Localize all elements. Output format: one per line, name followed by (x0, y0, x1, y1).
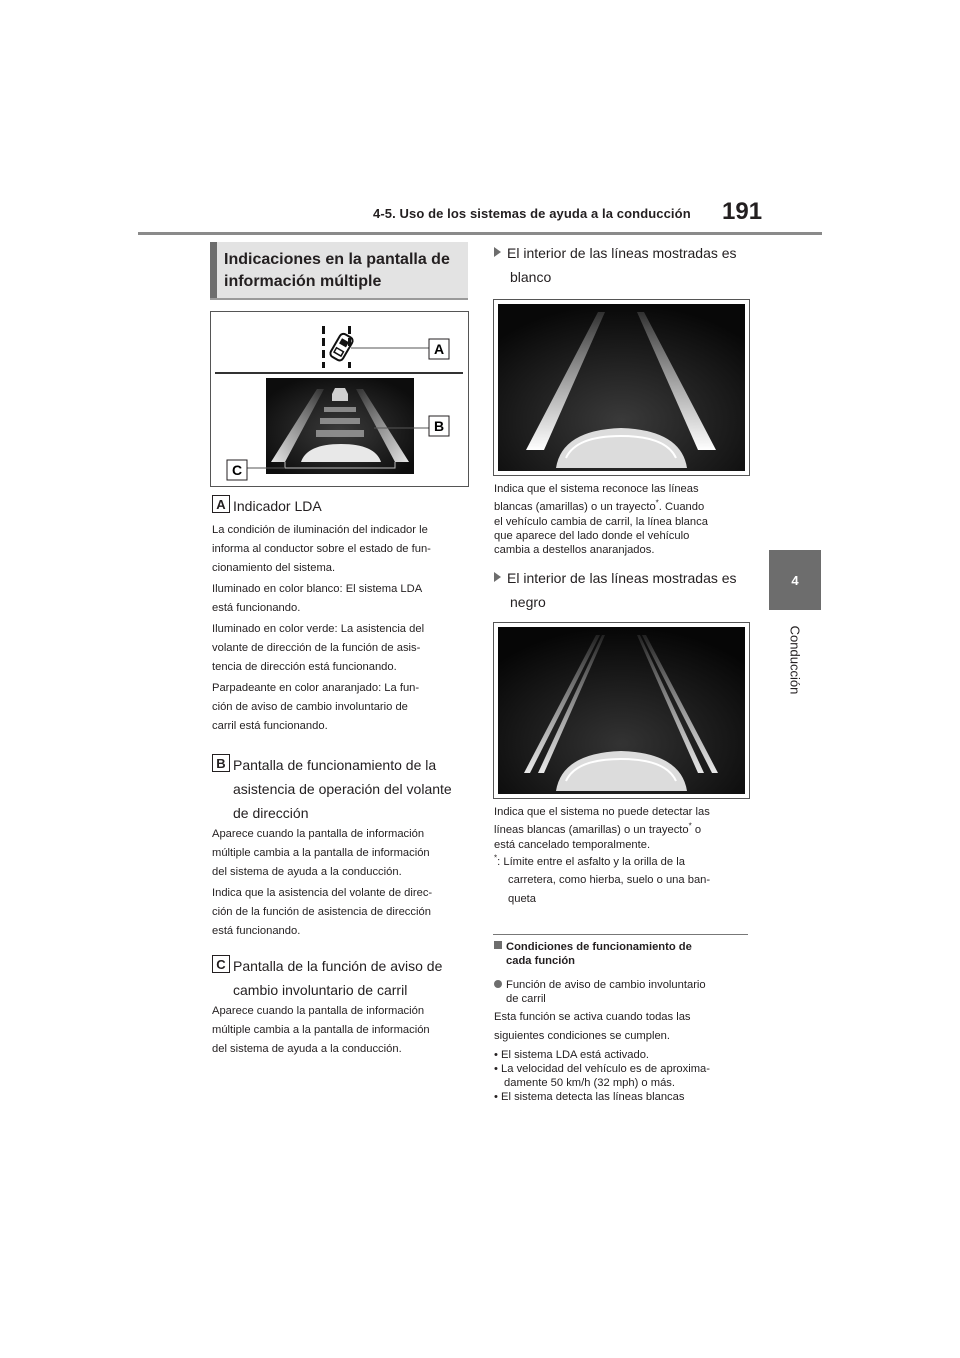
item-b-body: Aparece cuando la pantalla de información múltiple cambia a la pantalla de información del sistema de ayuda a la conducción. Indica que la asistencia del volante de direc- ción de la función de asistencia de dirección está funcionando. (212, 828, 433, 937)
square-bullet-icon (494, 941, 502, 949)
conditions-block: Condiciones de funcionamiento de cada función Función de aviso de cambio involuntario de carril Esta función se activa cuando todas las siguientes condiciones se cumplen. • El sistema LDA está activado. • La velocidad del vehículo es de aproxima- damente 50 km/h (32 mph) o más. • El sistema detecta las líneas blancas (494, 941, 710, 1103)
header-rule (138, 232, 822, 235)
black-lines-heading: El interior de las líneas mostradas es negro (494, 566, 737, 614)
white-lines-heading: El interior de las líneas mostradas es blanco (494, 241, 737, 289)
chapter-tab: 4 (769, 550, 821, 610)
callout-c: C (231, 462, 243, 478)
display-illustration-svg (211, 312, 468, 486)
triangle-bullet-icon (494, 247, 501, 257)
black-lines-description: Indica que el sistema no puede detectar las líneas blancas (amarillas) o un trayecto* o está cancelado temporalmente. (494, 806, 710, 851)
badge-c: C (212, 955, 230, 973)
item-c-body: Aparece cuando la pantalla de información múltiple cambia a la pantalla de información del sistema de ayuda a la conducción. (212, 1005, 430, 1055)
triangle-bullet-icon (494, 572, 501, 582)
item-a-body: La condición de iluminación del indicador le informa al conductor sobre el estado de fun- cionamiento del sistema. Iluminado en color blanco: El sistema LDA está funcionando. Iluminado en color verde: La asistencia del volante de dirección de la función de asis- tencia de dirección está funcionando. Parpadeante en color anaranjado: La fun- ción de aviso de cambio involuntario de carril está funcionando. (212, 524, 431, 732)
callout-b: B (433, 418, 445, 434)
footnote: *: Límite entre el asfalto y la orilla de la carretera, como hierba, suelo o una ban- queta (494, 853, 711, 905)
item-c-title: Pantalla de la función de aviso de cambio involuntario de carril (233, 958, 443, 998)
white-lines-description: Indica que el sistema reconoce las líneas blancas (amarillas) o un trayecto*. Cuando el vehículo cambia de carril, la línea blanca que aparece del lado donde el vehículo cambia a destellos anaranjados. (494, 483, 708, 556)
page-number: 191 (722, 198, 763, 225)
badge-b: B (212, 754, 230, 772)
section-heading (210, 242, 468, 300)
heading-bar (210, 242, 217, 298)
item-b-title: Pantalla de funcionamiento de la asistencia de operación del volante de dirección (233, 757, 452, 821)
heading-line-2: información múltiple (224, 273, 382, 290)
item-a-title: Indicador LDA (233, 498, 322, 514)
running-header: 4-5. Uso de los sistemas de ayuda a la conducción (373, 206, 691, 221)
heading-line-1: Indicaciones en la pantalla de (224, 251, 450, 268)
badge-a: A (212, 495, 230, 513)
divider (493, 934, 748, 935)
chapter-label: Conducción (787, 625, 803, 695)
lda-indicator-icon (322, 326, 354, 368)
black-lines-illustration (493, 622, 750, 799)
display-illustration (210, 311, 469, 487)
circle-bullet-icon (494, 980, 502, 988)
callout-a: A (433, 341, 445, 357)
white-lines-illustration (493, 299, 750, 476)
